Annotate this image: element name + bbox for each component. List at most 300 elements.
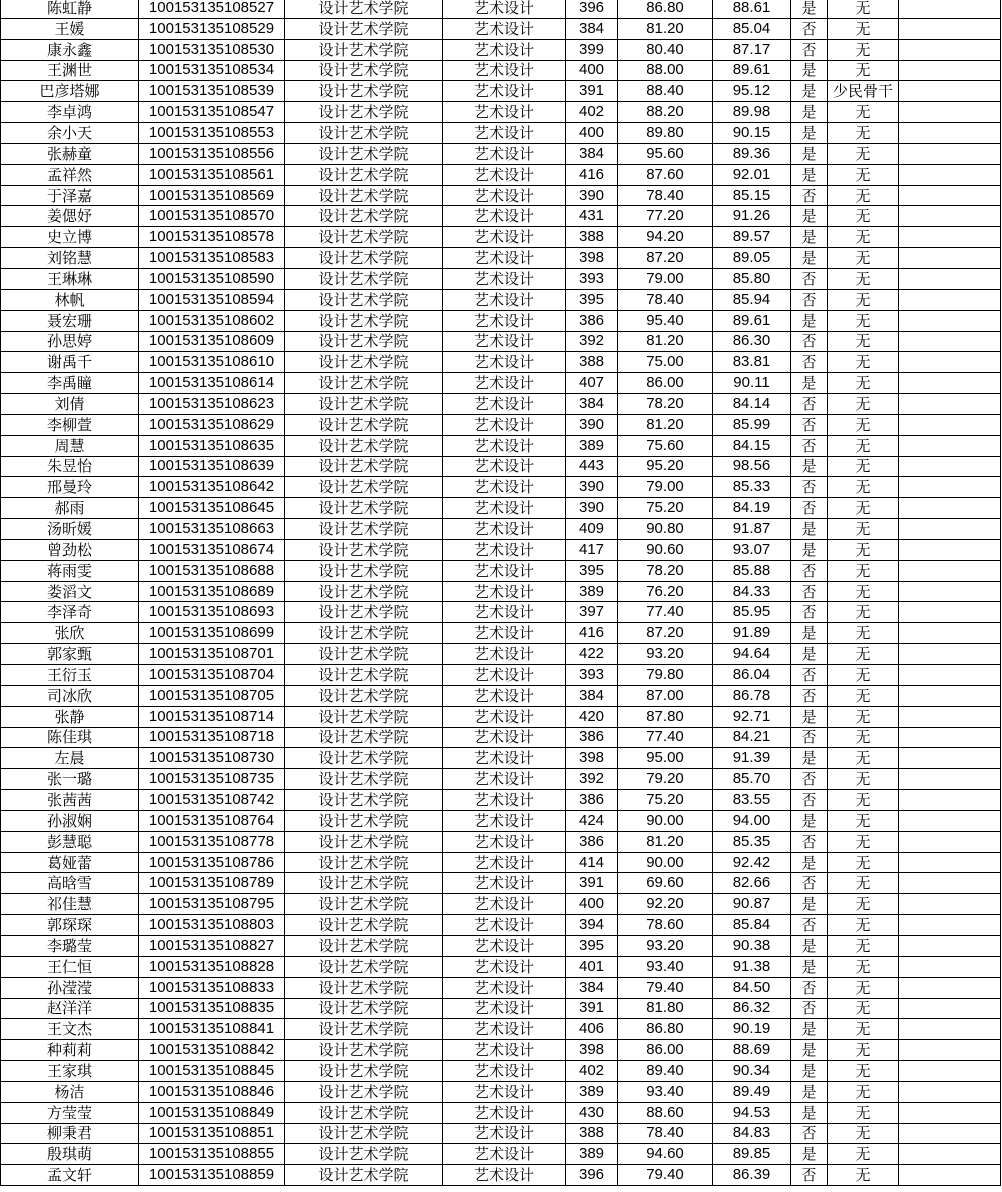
total-score-cell: 85.99 <box>713 414 791 435</box>
initial-score-cell: 384 <box>566 685 618 706</box>
table-row <box>1 0 1001 18</box>
empty-cell <box>899 1061 1001 1082</box>
empty-cell <box>899 519 1001 540</box>
remark-cell: 无 <box>828 685 899 706</box>
exam-id-cell: 100153135108827 <box>139 935 285 956</box>
exam-id-cell: 100153135108629 <box>139 414 285 435</box>
college-cell: 设计艺术学院 <box>285 331 443 352</box>
table-row <box>1 1165 1001 1186</box>
empty-cell <box>899 164 1001 185</box>
student-name-cell: 陈虹静 <box>1 0 139 18</box>
student-name-cell: 左晨 <box>1 748 139 769</box>
college-cell: 设计艺术学院 <box>285 956 443 977</box>
major-cell: 艺术设计 <box>443 623 566 644</box>
major-cell: 艺术设计 <box>443 164 566 185</box>
remark-cell: 无 <box>828 706 899 727</box>
empty-cell <box>899 123 1001 144</box>
student-name-cell: 孟祥然 <box>1 164 139 185</box>
initial-score-cell: 393 <box>566 268 618 289</box>
empty-cell <box>899 227 1001 248</box>
remark-cell: 无 <box>828 310 899 331</box>
student-name-cell: 殷琪萌 <box>1 1144 139 1165</box>
table-row <box>1 1040 1001 1061</box>
empty-cell <box>899 60 1001 81</box>
total-score-cell: 91.39 <box>713 748 791 769</box>
retest-score-cell: 95.40 <box>618 310 713 331</box>
initial-score-cell: 402 <box>566 1061 618 1082</box>
major-cell: 艺术设计 <box>443 143 566 164</box>
major-cell: 艺术设计 <box>443 102 566 123</box>
table-row <box>1 519 1001 540</box>
remark-cell: 无 <box>828 352 899 373</box>
admitted-flag-cell: 否 <box>791 769 828 790</box>
retest-score-cell: 90.60 <box>618 539 713 560</box>
total-score-cell: 85.80 <box>713 268 791 289</box>
empty-cell <box>899 1081 1001 1102</box>
admitted-flag-cell: 否 <box>791 18 828 39</box>
initial-score-cell: 394 <box>566 915 618 936</box>
college-cell: 设计艺术学院 <box>285 352 443 373</box>
initial-score-cell: 390 <box>566 185 618 206</box>
student-name-cell: 史立博 <box>1 227 139 248</box>
remark-cell: 无 <box>828 268 899 289</box>
total-score-cell: 91.38 <box>713 956 791 977</box>
student-name-cell: 郭琛琛 <box>1 915 139 936</box>
admitted-flag-cell: 否 <box>791 727 828 748</box>
table-row <box>1 435 1001 456</box>
remark-cell: 无 <box>828 1144 899 1165</box>
major-cell: 艺术设计 <box>443 352 566 373</box>
exam-id-cell: 100153135108730 <box>139 748 285 769</box>
college-cell: 设计艺术学院 <box>285 977 443 998</box>
admitted-flag-cell: 是 <box>791 519 828 540</box>
table-row <box>1 102 1001 123</box>
total-score-cell: 84.50 <box>713 977 791 998</box>
empty-cell <box>899 352 1001 373</box>
total-score-cell: 89.61 <box>713 310 791 331</box>
initial-score-cell: 414 <box>566 852 618 873</box>
empty-cell <box>899 915 1001 936</box>
exam-id-cell: 100153135108778 <box>139 831 285 852</box>
empty-cell <box>899 790 1001 811</box>
exam-id-cell: 100153135108689 <box>139 581 285 602</box>
empty-cell <box>899 1102 1001 1123</box>
empty-cell <box>899 477 1001 498</box>
empty-cell <box>899 331 1001 352</box>
college-cell: 设计艺术学院 <box>285 581 443 602</box>
initial-score-cell: 389 <box>566 1081 618 1102</box>
student-name-cell: 王媛 <box>1 18 139 39</box>
major-cell: 艺术设计 <box>443 519 566 540</box>
table-row <box>1 414 1001 435</box>
exam-id-cell: 100153135108718 <box>139 727 285 748</box>
retest-score-cell: 78.20 <box>618 560 713 581</box>
initial-score-cell: 420 <box>566 706 618 727</box>
retest-score-cell: 79.00 <box>618 477 713 498</box>
initial-score-cell: 431 <box>566 206 618 227</box>
student-name-cell: 聂宏珊 <box>1 310 139 331</box>
retest-score-cell: 78.60 <box>618 915 713 936</box>
initial-score-cell: 398 <box>566 748 618 769</box>
student-name-cell: 张欣 <box>1 623 139 644</box>
initial-score-cell: 424 <box>566 810 618 831</box>
table-row <box>1 810 1001 831</box>
exam-id-cell: 100153135108699 <box>139 623 285 644</box>
major-cell: 艺术设计 <box>443 685 566 706</box>
retest-score-cell: 79.40 <box>618 977 713 998</box>
admitted-flag-cell: 是 <box>791 227 828 248</box>
empty-cell <box>899 581 1001 602</box>
empty-cell <box>899 665 1001 686</box>
total-score-cell: 89.36 <box>713 143 791 164</box>
total-score-cell: 93.07 <box>713 539 791 560</box>
empty-cell <box>899 727 1001 748</box>
initial-score-cell: 396 <box>566 1165 618 1186</box>
admitted-flag-cell: 是 <box>791 164 828 185</box>
initial-score-cell: 395 <box>566 289 618 310</box>
retest-score-cell: 90.00 <box>618 852 713 873</box>
empty-cell <box>899 998 1001 1019</box>
empty-cell <box>899 1019 1001 1040</box>
remark-cell: 无 <box>828 769 899 790</box>
remark-cell: 无 <box>828 727 899 748</box>
remark-cell: 无 <box>828 248 899 269</box>
student-name-cell: 葛娅蕾 <box>1 852 139 873</box>
retest-score-cell: 78.40 <box>618 1123 713 1144</box>
retest-score-cell: 95.20 <box>618 456 713 477</box>
remark-cell: 无 <box>828 831 899 852</box>
initial-score-cell: 400 <box>566 60 618 81</box>
student-name-cell: 余小天 <box>1 123 139 144</box>
student-name-cell: 李卓鸿 <box>1 102 139 123</box>
college-cell: 设计艺术学院 <box>285 665 443 686</box>
initial-score-cell: 407 <box>566 373 618 394</box>
empty-cell <box>899 206 1001 227</box>
initial-score-cell: 406 <box>566 1019 618 1040</box>
remark-cell: 无 <box>828 1019 899 1040</box>
admitted-flag-cell: 否 <box>791 289 828 310</box>
empty-cell <box>899 39 1001 60</box>
major-cell: 艺术设计 <box>443 810 566 831</box>
exam-id-cell: 100153135108570 <box>139 206 285 227</box>
empty-cell <box>899 769 1001 790</box>
admitted-flag-cell: 否 <box>791 998 828 1019</box>
major-cell: 艺术设计 <box>443 706 566 727</box>
college-cell: 设计艺术学院 <box>285 1102 443 1123</box>
admitted-flag-cell: 否 <box>791 435 828 456</box>
remark-cell: 无 <box>828 519 899 540</box>
initial-score-cell: 386 <box>566 310 618 331</box>
student-name-cell: 巴彦塔娜 <box>1 81 139 102</box>
remark-cell: 无 <box>828 164 899 185</box>
admitted-flag-cell: 否 <box>791 915 828 936</box>
admitted-flag-cell: 是 <box>791 206 828 227</box>
empty-cell <box>899 289 1001 310</box>
empty-cell <box>899 873 1001 894</box>
student-name-cell: 刘倩 <box>1 394 139 415</box>
student-name-cell: 高晗雪 <box>1 873 139 894</box>
student-name-cell: 彭慧聪 <box>1 831 139 852</box>
major-cell: 艺术设计 <box>443 394 566 415</box>
exam-id-cell: 100153135108742 <box>139 790 285 811</box>
admitted-flag-cell: 是 <box>791 248 828 269</box>
table-row <box>1 1081 1001 1102</box>
student-name-cell: 杨洁 <box>1 1081 139 1102</box>
total-score-cell: 85.70 <box>713 769 791 790</box>
student-name-cell: 孙思婷 <box>1 331 139 352</box>
student-name-cell: 方莹莹 <box>1 1102 139 1123</box>
exam-id-cell: 100153135108642 <box>139 477 285 498</box>
college-cell: 设计艺术学院 <box>285 998 443 1019</box>
table-row <box>1 665 1001 686</box>
table-row <box>1 1102 1001 1123</box>
remark-cell: 无 <box>828 1040 899 1061</box>
exam-id-cell: 100153135108561 <box>139 164 285 185</box>
admitted-flag-cell: 是 <box>791 1019 828 1040</box>
initial-score-cell: 400 <box>566 894 618 915</box>
remark-cell: 无 <box>828 935 899 956</box>
total-score-cell: 92.01 <box>713 164 791 185</box>
college-cell: 设计艺术学院 <box>285 727 443 748</box>
retest-score-cell: 81.20 <box>618 831 713 852</box>
remark-cell: 无 <box>828 60 899 81</box>
admitted-flag-cell: 否 <box>791 602 828 623</box>
table-row <box>1 268 1001 289</box>
admitted-flag-cell: 否 <box>791 873 828 894</box>
major-cell: 艺术设计 <box>443 581 566 602</box>
college-cell: 设计艺术学院 <box>285 81 443 102</box>
admitted-flag-cell: 是 <box>791 456 828 477</box>
empty-cell <box>899 248 1001 269</box>
total-score-cell: 95.12 <box>713 81 791 102</box>
remark-cell: 无 <box>828 539 899 560</box>
college-cell: 设计艺术学院 <box>285 790 443 811</box>
total-score-cell: 88.61 <box>713 0 791 18</box>
exam-id-cell: 100153135108639 <box>139 456 285 477</box>
table-row <box>1 18 1001 39</box>
retest-score-cell: 88.40 <box>618 81 713 102</box>
college-cell: 设计艺术学院 <box>285 810 443 831</box>
total-score-cell: 86.32 <box>713 998 791 1019</box>
empty-cell <box>899 394 1001 415</box>
college-cell: 设计艺术学院 <box>285 206 443 227</box>
admitted-flag-cell: 是 <box>791 0 828 18</box>
remark-cell: 无 <box>828 227 899 248</box>
admitted-flag-cell: 否 <box>791 352 828 373</box>
college-cell: 设计艺术学院 <box>285 602 443 623</box>
remark-cell: 无 <box>828 456 899 477</box>
total-score-cell: 85.84 <box>713 915 791 936</box>
retest-score-cell: 78.20 <box>618 394 713 415</box>
initial-score-cell: 392 <box>566 331 618 352</box>
empty-cell <box>899 414 1001 435</box>
major-cell: 艺术设计 <box>443 560 566 581</box>
college-cell: 设计艺术学院 <box>285 873 443 894</box>
retest-score-cell: 93.40 <box>618 1081 713 1102</box>
admitted-flag-cell: 是 <box>791 706 828 727</box>
retest-score-cell: 79.80 <box>618 665 713 686</box>
student-name-cell: 刘铭慧 <box>1 248 139 269</box>
table-row <box>1 998 1001 1019</box>
major-cell: 艺术设计 <box>443 915 566 936</box>
table-row <box>1 727 1001 748</box>
exam-id-cell: 100153135108789 <box>139 873 285 894</box>
initial-score-cell: 397 <box>566 602 618 623</box>
table-row <box>1 227 1001 248</box>
empty-cell <box>899 602 1001 623</box>
initial-score-cell: 395 <box>566 560 618 581</box>
admitted-flag-cell: 是 <box>791 810 828 831</box>
major-cell: 艺术设计 <box>443 248 566 269</box>
table-row <box>1 498 1001 519</box>
college-cell: 设计艺术学院 <box>285 935 443 956</box>
college-cell: 设计艺术学院 <box>285 644 443 665</box>
student-name-cell: 孙淑娴 <box>1 810 139 831</box>
admitted-flag-cell: 是 <box>791 143 828 164</box>
initial-score-cell: 401 <box>566 956 618 977</box>
retest-score-cell: 95.60 <box>618 143 713 164</box>
initial-score-cell: 384 <box>566 977 618 998</box>
retest-score-cell: 75.00 <box>618 352 713 373</box>
major-cell: 艺术设计 <box>443 644 566 665</box>
retest-score-cell: 78.40 <box>618 185 713 206</box>
college-cell: 设计艺术学院 <box>285 1061 443 1082</box>
remark-cell: 无 <box>828 498 899 519</box>
major-cell: 艺术设计 <box>443 1081 566 1102</box>
student-name-cell: 郭家甄 <box>1 644 139 665</box>
exam-id-cell: 100153135108841 <box>139 1019 285 1040</box>
admitted-flag-cell: 否 <box>791 185 828 206</box>
initial-score-cell: 388 <box>566 1123 618 1144</box>
college-cell: 设计艺术学院 <box>285 831 443 852</box>
remark-cell: 无 <box>828 1102 899 1123</box>
admitted-flag-cell: 否 <box>791 581 828 602</box>
exam-id-cell: 100153135108602 <box>139 310 285 331</box>
retest-score-cell: 75.20 <box>618 790 713 811</box>
college-cell: 设计艺术学院 <box>285 456 443 477</box>
student-name-cell: 曾劲松 <box>1 539 139 560</box>
retest-score-cell: 75.60 <box>618 435 713 456</box>
initial-score-cell: 443 <box>566 456 618 477</box>
total-score-cell: 83.55 <box>713 790 791 811</box>
retest-score-cell: 86.00 <box>618 1040 713 1061</box>
major-cell: 艺术设计 <box>443 1019 566 1040</box>
empty-cell <box>899 456 1001 477</box>
remark-cell: 少民骨干 <box>828 81 899 102</box>
exam-id-cell: 100153135108530 <box>139 39 285 60</box>
initial-score-cell: 395 <box>566 935 618 956</box>
retest-score-cell: 89.40 <box>618 1061 713 1082</box>
empty-cell <box>899 977 1001 998</box>
major-cell: 艺术设计 <box>443 1165 566 1186</box>
admitted-flag-cell: 否 <box>791 477 828 498</box>
initial-score-cell: 386 <box>566 727 618 748</box>
remark-cell: 无 <box>828 748 899 769</box>
admitted-flag-cell: 是 <box>791 623 828 644</box>
table-row <box>1 164 1001 185</box>
exam-id-cell: 100153135108833 <box>139 977 285 998</box>
total-score-cell: 94.53 <box>713 1102 791 1123</box>
major-cell: 艺术设计 <box>443 331 566 352</box>
remark-cell: 无 <box>828 644 899 665</box>
exam-id-cell: 100153135108693 <box>139 602 285 623</box>
college-cell: 设计艺术学院 <box>285 519 443 540</box>
college-cell: 设计艺术学院 <box>285 289 443 310</box>
admitted-flag-cell: 否 <box>791 498 828 519</box>
remark-cell: 无 <box>828 977 899 998</box>
college-cell: 设计艺术学院 <box>285 268 443 289</box>
major-cell: 艺术设计 <box>443 769 566 790</box>
empty-cell <box>899 1144 1001 1165</box>
major-cell: 艺术设计 <box>443 289 566 310</box>
remark-cell: 无 <box>828 18 899 39</box>
retest-score-cell: 92.20 <box>618 894 713 915</box>
major-cell: 艺术设计 <box>443 1102 566 1123</box>
remark-cell: 无 <box>828 956 899 977</box>
retest-score-cell: 88.20 <box>618 102 713 123</box>
admitted-flag-cell: 是 <box>791 539 828 560</box>
major-cell: 艺术设计 <box>443 1144 566 1165</box>
admitted-flag-cell: 否 <box>791 1165 828 1186</box>
initial-score-cell: 390 <box>566 414 618 435</box>
exam-id-cell: 100153135108527 <box>139 0 285 18</box>
major-cell: 艺术设计 <box>443 539 566 560</box>
college-cell: 设计艺术学院 <box>285 769 443 790</box>
retest-score-cell: 69.60 <box>618 873 713 894</box>
total-score-cell: 94.00 <box>713 810 791 831</box>
total-score-cell: 94.64 <box>713 644 791 665</box>
total-score-cell: 84.21 <box>713 727 791 748</box>
total-score-cell: 89.57 <box>713 227 791 248</box>
student-name-cell: 王仁恒 <box>1 956 139 977</box>
total-score-cell: 91.89 <box>713 623 791 644</box>
empty-cell <box>899 894 1001 915</box>
college-cell: 设计艺术学院 <box>285 373 443 394</box>
admitted-flag-cell: 是 <box>791 1061 828 1082</box>
remark-cell: 无 <box>828 894 899 915</box>
initial-score-cell: 396 <box>566 0 618 18</box>
major-cell: 艺术设计 <box>443 0 566 18</box>
remark-cell: 无 <box>828 602 899 623</box>
major-cell: 艺术设计 <box>443 790 566 811</box>
college-cell: 设计艺术学院 <box>285 894 443 915</box>
student-name-cell: 邢曼玲 <box>1 477 139 498</box>
empty-cell <box>899 706 1001 727</box>
student-name-cell: 王琳琳 <box>1 268 139 289</box>
empty-cell <box>899 18 1001 39</box>
major-cell: 艺术设计 <box>443 456 566 477</box>
admitted-flag-cell: 是 <box>791 644 828 665</box>
exam-id-cell: 100153135108610 <box>139 352 285 373</box>
major-cell: 艺术设计 <box>443 977 566 998</box>
major-cell: 艺术设计 <box>443 727 566 748</box>
table-row <box>1 289 1001 310</box>
initial-score-cell: 402 <box>566 102 618 123</box>
initial-score-cell: 416 <box>566 623 618 644</box>
major-cell: 艺术设计 <box>443 81 566 102</box>
exam-id-cell: 100153135108764 <box>139 810 285 831</box>
table-row <box>1 644 1001 665</box>
table-row <box>1 456 1001 477</box>
major-cell: 艺术设计 <box>443 665 566 686</box>
empty-cell <box>899 373 1001 394</box>
table-row <box>1 831 1001 852</box>
exam-id-cell: 100153135108849 <box>139 1102 285 1123</box>
exam-id-cell: 100153135108614 <box>139 373 285 394</box>
retest-score-cell: 87.60 <box>618 164 713 185</box>
college-cell: 设计艺术学院 <box>285 1165 443 1186</box>
total-score-cell: 86.04 <box>713 665 791 686</box>
